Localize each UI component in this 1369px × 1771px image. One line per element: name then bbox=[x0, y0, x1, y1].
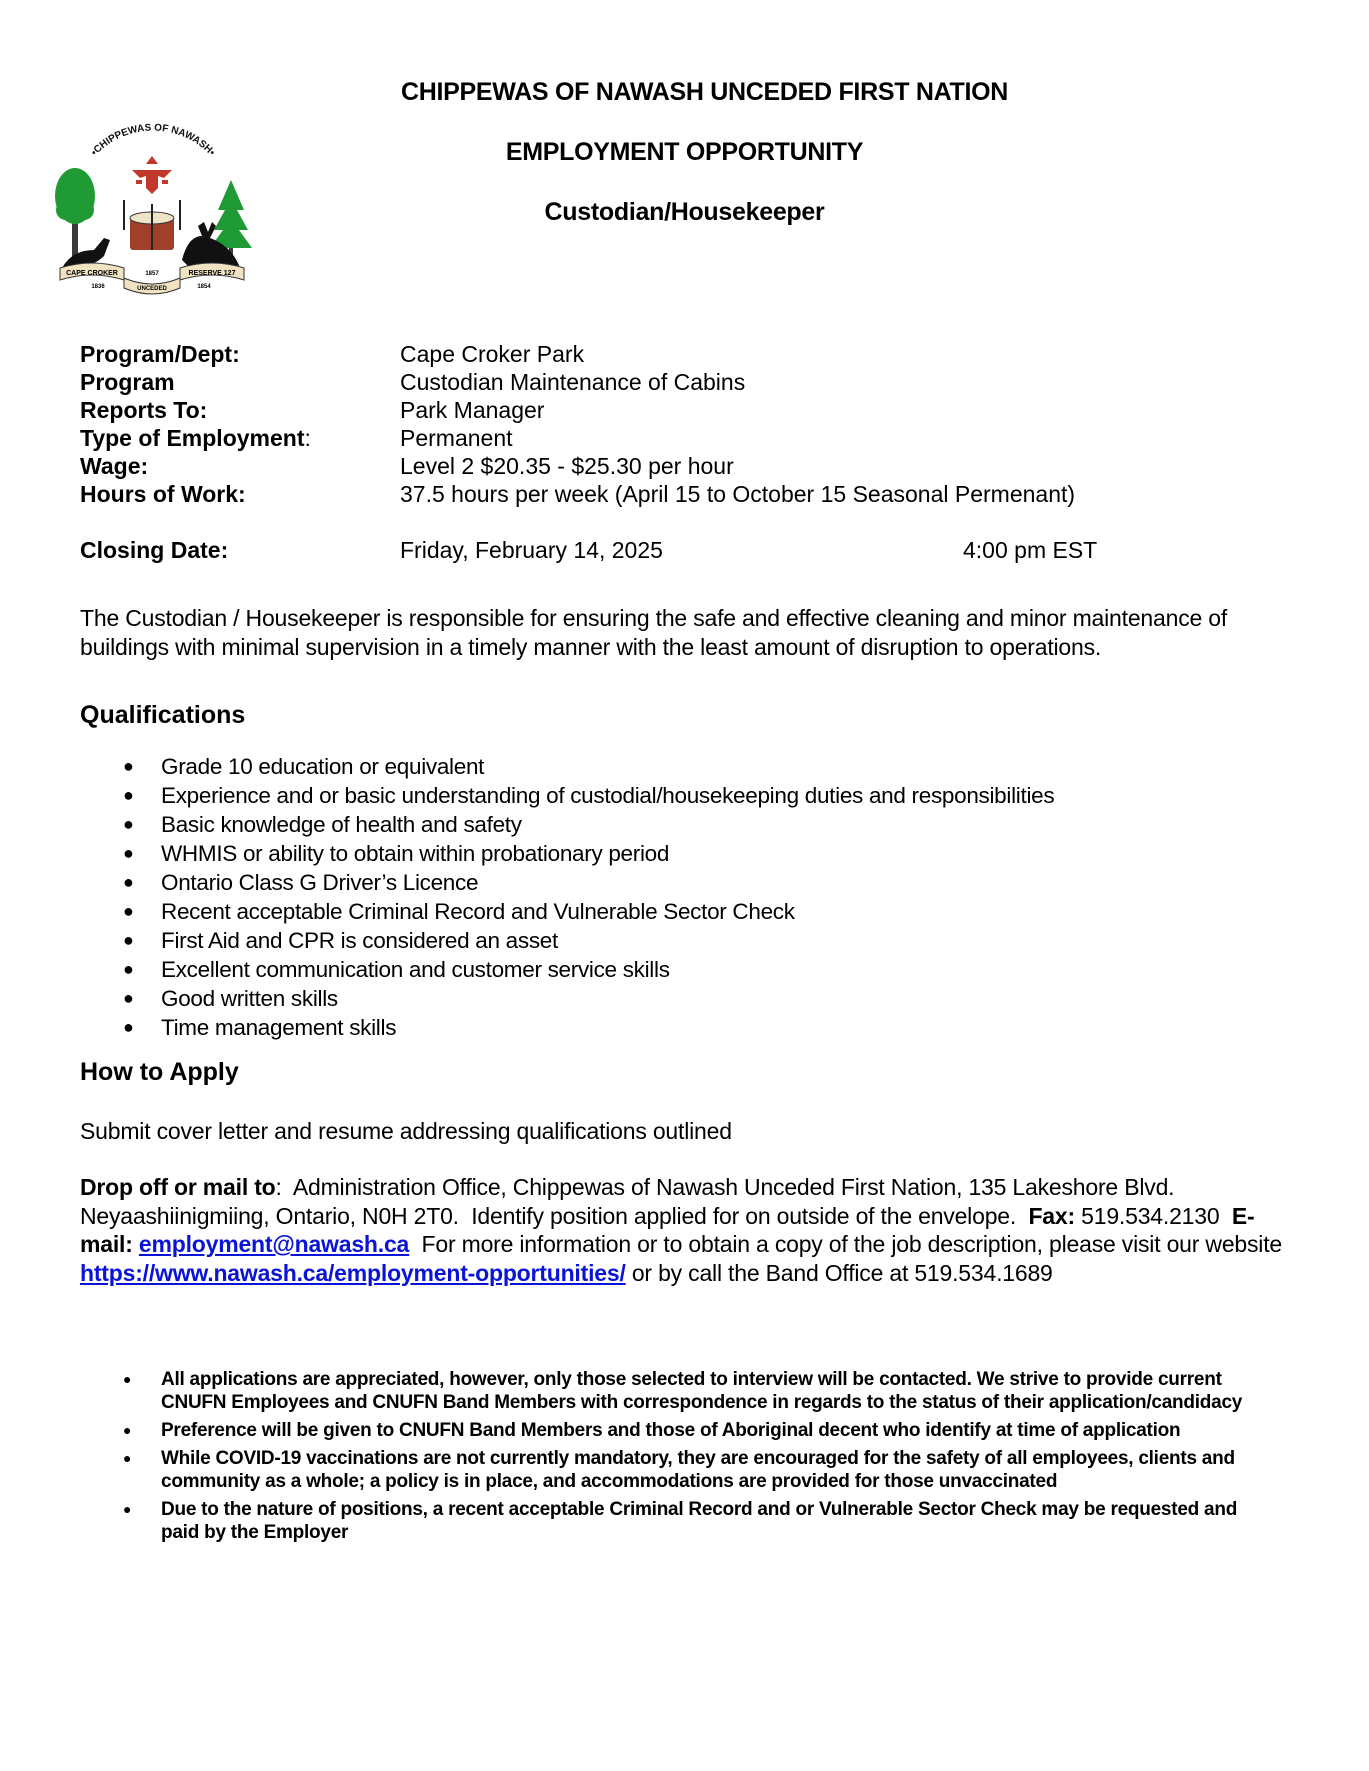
qualification-item: ● Ontario Class G Driver’s Licence bbox=[123, 870, 479, 895]
bullet-icon: ● bbox=[123, 785, 134, 805]
qualifications-heading: Qualifications bbox=[80, 701, 246, 729]
bullet-icon: ● bbox=[123, 1450, 132, 1466]
position-title: Custodian/Housekeeper bbox=[544, 198, 825, 226]
detail-label: Type of Employment: bbox=[80, 425, 311, 451]
deciduous-tree-icon bbox=[55, 168, 95, 258]
detail-value: Permanent bbox=[400, 425, 513, 451]
logo-banner bbox=[60, 263, 244, 294]
email-label: E-mail: bbox=[80, 1202, 1255, 1257]
notes-list bbox=[80, 1368, 1280, 1549]
band-office-phone-text: or by call the Band Office at 519.534.1689 bbox=[625, 1259, 1053, 1286]
detail-label: Program/Dept: bbox=[80, 341, 240, 367]
mailing-address: Administration Office, Chippewas of Nawash Unceded First Nation, 135 Lakeshore Blvd. Neyaashiinigmiing, Ontario, N0H 2T0. Identify position applied for on outside of the envelope. bbox=[80, 1174, 1181, 1229]
bullet-icon: ● bbox=[123, 988, 134, 1008]
note-item: ● Preference will be given to CNUFN Band Members and those of Aboriginal decent who identify at time of application bbox=[123, 1420, 1181, 1441]
detail-label: Wage: bbox=[80, 453, 149, 479]
bullet-icon: ● bbox=[123, 1501, 132, 1517]
detail-label: Program bbox=[80, 369, 175, 395]
bullet-icon: ● bbox=[123, 959, 134, 979]
website-link[interactable]: https://www.nawash.ca/employment-opportunities/ bbox=[80, 1259, 626, 1286]
note-item: ● All applications are appreciated, however, only those selected to interview will be contacted. We strive to provide current CNUFN Employees and CNUFN Band Members with correspondence in regards to the status of their application/candidacy bbox=[123, 1369, 1243, 1413]
detail-value: Custodian Maintenance of Cabins bbox=[400, 369, 746, 395]
svg-text:UNCEDED: UNCEDED bbox=[137, 286, 167, 292]
bullet-icon: ● bbox=[123, 1371, 132, 1387]
bullet-icon: ● bbox=[123, 814, 134, 834]
bullet-icon: ● bbox=[123, 756, 134, 776]
fax-label: Fax: bbox=[1028, 1202, 1075, 1229]
svg-text:1836: 1836 bbox=[91, 284, 105, 290]
closing-time: 4:00 pm EST bbox=[963, 537, 1098, 563]
closing-date: Friday, February 14, 2025 bbox=[400, 537, 663, 563]
svg-text:1857: 1857 bbox=[145, 271, 159, 277]
bullet-icon: ● bbox=[123, 843, 134, 863]
qualification-item: ● Grade 10 education or equivalent bbox=[123, 754, 485, 779]
bullet-icon: ● bbox=[123, 1017, 134, 1037]
detail-value: 37.5 hours per week (April 15 to October 15 Seasonal Permenant) bbox=[400, 481, 1076, 507]
job-summary: The Custodian / Housekeeper is responsible for ensuring the safe and effective cleaning and minor maintenance of buildings with minimal supervision in a timely manner with the least amount of disruption to operations. bbox=[80, 605, 1228, 660]
fax-number: 519.534.2130 bbox=[1074, 1202, 1232, 1229]
bullet-icon: ● bbox=[123, 901, 134, 921]
qualification-item: ● Recent acceptable Criminal Record and Vulnerable Sector Check bbox=[123, 899, 795, 924]
qualification-item: ● Basic knowledge of health and safety bbox=[123, 812, 522, 837]
drop-off-label: Drop off or mail to bbox=[80, 1174, 276, 1200]
thunderbird-icon bbox=[132, 156, 172, 194]
qualification-item: ● Experience and or basic understanding of custodial/housekeeping duties and responsibilities bbox=[123, 783, 1055, 808]
how-to-apply-heading: How to Apply bbox=[80, 1058, 239, 1086]
qualification-item: ● First Aid and CPR is considered an asset bbox=[123, 928, 558, 953]
qualification-item: ● WHMIS or ability to obtain within probationary period bbox=[123, 841, 670, 866]
detail-value: Park Manager bbox=[400, 397, 545, 423]
detail-label: Hours of Work: bbox=[80, 481, 246, 507]
svg-text:1854: 1854 bbox=[197, 284, 211, 290]
organization-title: CHIPPEWAS OF NAWASH UNCEDED FIRST NATION bbox=[400, 78, 1008, 106]
qualification-item: ● Excellent communication and customer service skills bbox=[123, 957, 670, 982]
qualification-item: ● Good written skills bbox=[123, 986, 338, 1011]
svg-text:CAPE CROKER: CAPE CROKER bbox=[66, 270, 118, 277]
qualification-item: ● Time management skills bbox=[123, 1015, 397, 1040]
document-subtitle: EMPLOYMENT OPPORTUNITY bbox=[505, 138, 864, 166]
apply-instruction: Submit cover letter and resume addressing qualifications outlined bbox=[80, 1118, 732, 1144]
detail-value: Level 2 $20.35 - $25.30 per hour bbox=[400, 453, 734, 479]
bullet-icon: ● bbox=[123, 872, 134, 892]
bullet-icon: ● bbox=[123, 1422, 132, 1438]
closing-label: Closing Date: bbox=[80, 537, 229, 563]
bullet-icon: ● bbox=[123, 930, 134, 950]
more-info-text: For more information or to obtain a copy of the job description, please visit our website bbox=[409, 1231, 1289, 1257]
note-item: ● While COVID-19 vaccinations are not currently mandatory, they are encouraged for the safety of all employees, clients and community as a whole; a policy is in place, and accommodations are provided for those unvaccinated bbox=[123, 1448, 1235, 1492]
nation-logo bbox=[52, 118, 252, 298]
note-item: ● Due to the nature of positions, a recent acceptable Criminal Record and or Vulnerable Sector Check may be requested and paid by the Employer bbox=[123, 1499, 1238, 1543]
detail-value: Cape Croker Park bbox=[400, 341, 585, 367]
svg-text:RESERVE 127: RESERVE 127 bbox=[188, 270, 236, 277]
detail-label: Reports To: bbox=[80, 397, 208, 423]
logo-arc-text: •CHIPPEWAS OF NAWASH• bbox=[89, 122, 217, 159]
email-link[interactable]: employment@nawash.ca bbox=[138, 1231, 410, 1257]
qualifications-list bbox=[80, 752, 1054, 1042]
apply-contact-paragraph: Drop off or mail to: Administration Office, Chippewas of Nawash Unceded First Nation, 135 Lakeshore Blvd. Neyaashiinigmiing, Ontario, N0H 2T0. Identify position applied for on outside of the envelope. Fax: 519.534.2130 E-mail: employment@nawash.ca For more information or to obtain a copy of the job description, please visit our website https://www.nawash.ca/employment-opportunities/ or by call the Band Office at 519.534.1689 bbox=[80, 1174, 1289, 1286]
drum-icon bbox=[124, 200, 180, 250]
